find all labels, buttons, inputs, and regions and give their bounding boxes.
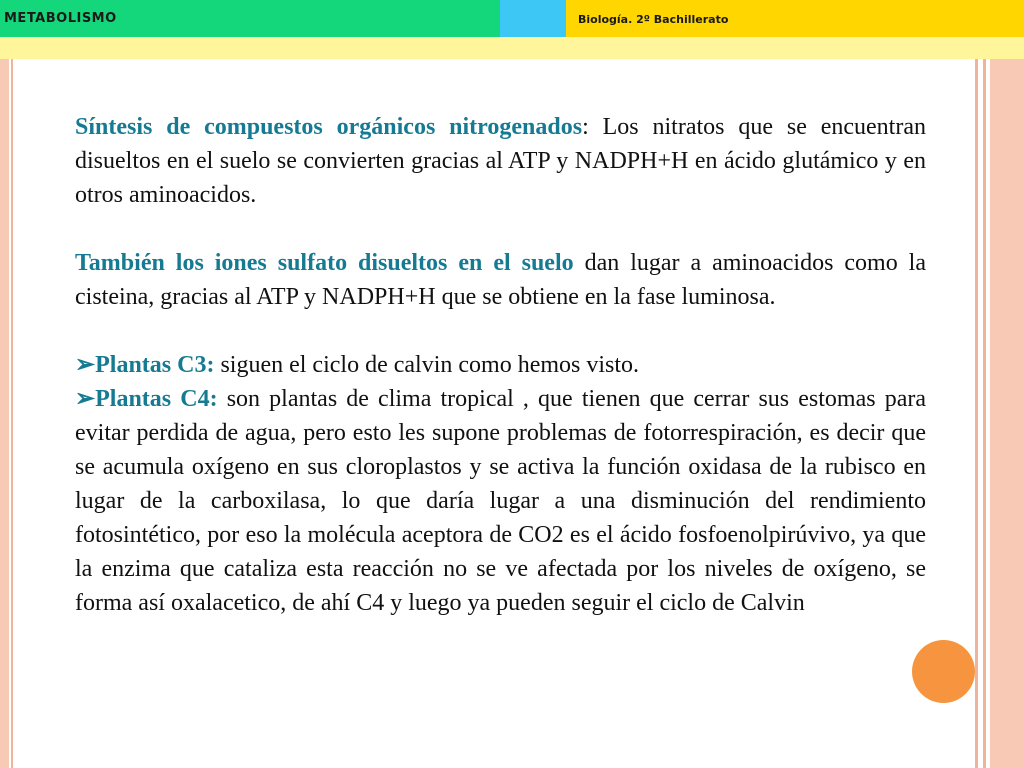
bullet-c3-text: siguen el ciclo de calvin como hemos visto.: [214, 352, 640, 378]
right-decorative-line: [975, 59, 978, 768]
header-strip: [0, 37, 1024, 59]
bullet-c4: [75, 382, 926, 620]
left-decorative-bar: [0, 59, 9, 768]
right-decorative-line-2: [983, 59, 986, 768]
paragraph-nitrogen: [75, 110, 926, 212]
bullet-c4-label: Plantas C4:: [95, 386, 218, 412]
spacer: [75, 212, 926, 246]
paragraph-nitrogen-heading: Síntesis de compuestos orgánicos nitrogenados: [75, 114, 583, 140]
paragraph-sulfate: [75, 246, 926, 314]
bullet-c4-text: son plantas de clima tropical , que tienen que cerrar sus estomas para evitar perdida de agua, pero esto les supone problemas de fotorrespiración, es decir que se acumula oxígeno en sus cloroplastos y se activa la función oxidasa de la rubisco en lugar de la carboxilasa, lo que daría lugar a una disminución del rendimiento fotosintético, por eso la molécula aceptora de CO2 es el ácido fosfoenolpirúvivo, ya que la enzima que cataliza esta reacción no se ve afectada por los niveles de oxígeno, se forma así oxalacetico, de ahí C4 y luego ya pueden seguir el ciclo de Calvin: [75, 386, 926, 616]
left-decorative-line: [11, 59, 13, 768]
right-decorative-bar: [990, 59, 1024, 768]
spacer: [75, 314, 926, 348]
bullet-c3-label: Plantas C3:: [95, 352, 215, 378]
slide-body: [75, 110, 926, 620]
header-subtitle: Biología. 2º Bachillerato: [578, 13, 729, 26]
header-title: METABOLISMO: [4, 11, 117, 26]
arrow-bullet-icon: ➢: [75, 386, 96, 412]
paragraph-nitrogen-text: : Los nitratos que se encuentran disueltos en el suelo se convierten gracias al ATP y NADPH+H en ácido glutámico y en otros aminoacidos.: [75, 114, 926, 208]
paragraph-sulfate-text: dan lugar a aminoacidos como la cisteina, gracias al ATP y NADPH+H que se obtiene en la fase luminosa.: [75, 250, 926, 310]
arrow-bullet-icon: ➢: [75, 352, 96, 378]
orange-circle-decoration: [912, 640, 975, 703]
bullet-c3: [75, 348, 926, 382]
header-cyan-band: [500, 0, 566, 37]
paragraph-sulfate-heading: También los iones sulfato disueltos en el suelo: [75, 250, 574, 276]
